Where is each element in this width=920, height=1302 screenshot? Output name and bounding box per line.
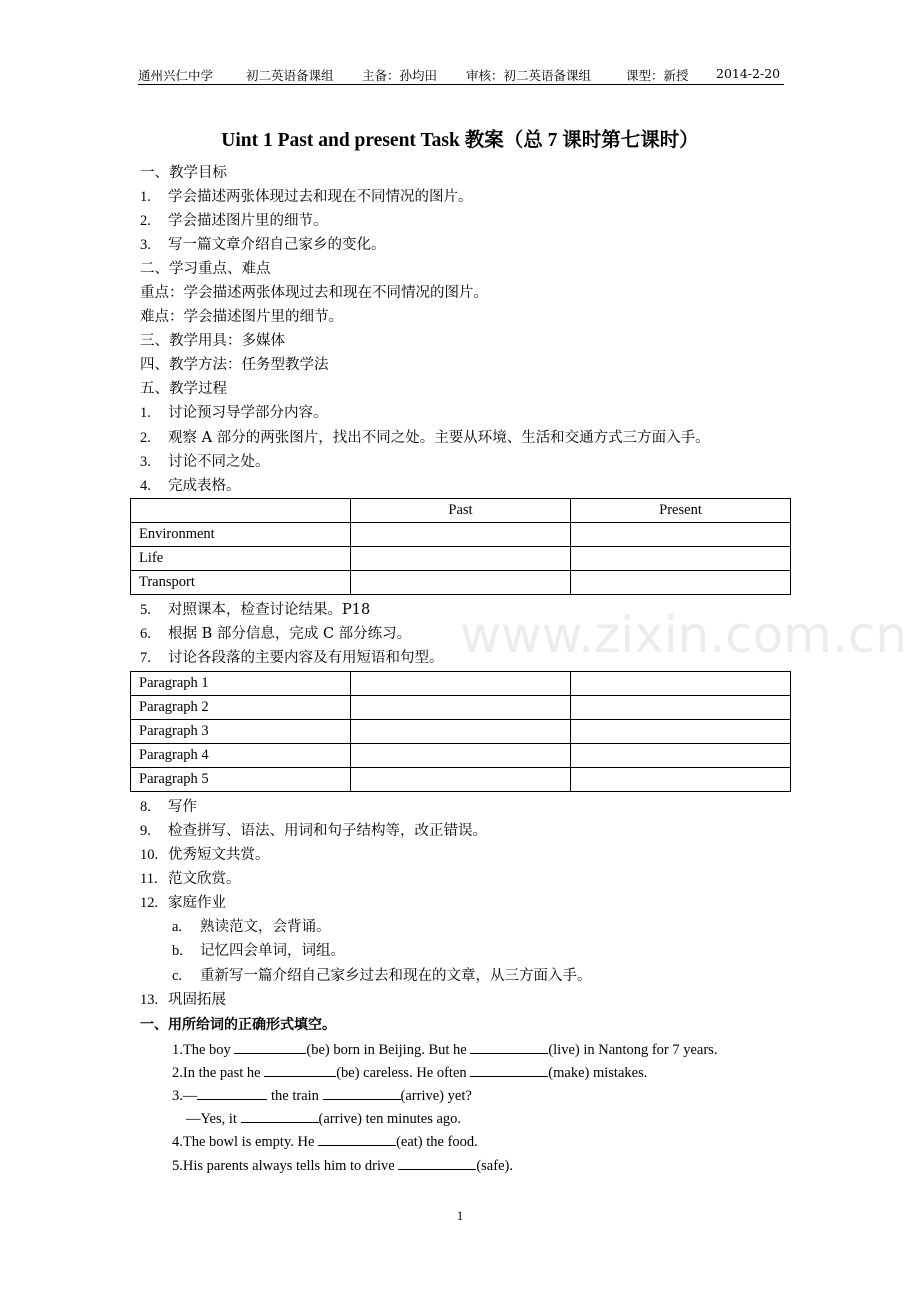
homework-item: a. 熟读范文，会背诵。 — [172, 919, 331, 935]
list-item: 3. 讨论不同之处。 — [140, 454, 270, 470]
answer-blank[interactable] — [241, 1108, 319, 1123]
table-row-label: Paragraph 1 — [131, 672, 351, 696]
document-title: Uint 1 Past and present Task 教案（总 7 课时第七课时） — [221, 130, 699, 151]
table-cell[interactable] — [351, 547, 571, 571]
comparison-table — [130, 498, 791, 595]
header-date: 2014-2-20 — [716, 66, 781, 81]
page-number: 1 — [456, 1208, 464, 1223]
table-cell[interactable] — [571, 571, 791, 595]
table-header-cell — [131, 499, 351, 523]
exercise-question-3-answer: —Yes, it (arrive) ten minutes ago. — [186, 1108, 461, 1129]
keypoint-focus: 重点：学会描述两张体现过去和现在不同情况的图片。 — [140, 285, 488, 301]
table-row-label: Paragraph 2 — [131, 696, 351, 720]
exercise-question-4: 4.The bowl is empty. He (eat) the food. — [172, 1131, 478, 1152]
table-row — [131, 720, 791, 744]
table-row — [131, 523, 791, 547]
section-heading-process: 五、教学过程 — [140, 381, 227, 397]
table-cell[interactable] — [571, 523, 791, 547]
table-cell[interactable] — [571, 768, 791, 792]
table-cell[interactable] — [351, 696, 571, 720]
answer-blank[interactable] — [264, 1062, 336, 1077]
list-item: 5. 对照课本，检查讨论结果。P18 — [140, 602, 371, 618]
list-item: 1. 学会描述两张体现过去和现在不同情况的图片。 — [140, 189, 473, 205]
table-cell[interactable] — [571, 696, 791, 720]
answer-blank[interactable] — [470, 1039, 548, 1054]
answer-blank[interactable] — [323, 1085, 401, 1100]
answer-blank[interactable] — [318, 1131, 396, 1146]
keypoint-difficulty: 难点：学会描述图片里的细节。 — [140, 309, 343, 325]
homework-item: c. 重新写一篇介绍自己家乡过去和现在的文章，从三方面入手。 — [172, 968, 592, 984]
exercise-question-2: 2.In the past he (be) careless. He often (make) mistakes. — [172, 1062, 647, 1083]
table-cell[interactable] — [351, 523, 571, 547]
answer-blank[interactable] — [398, 1155, 476, 1170]
list-item: 4. 完成表格。 — [140, 478, 241, 494]
table-cell[interactable] — [351, 744, 571, 768]
header-group: 初二英语备课组 — [246, 68, 334, 83]
answer-blank[interactable] — [470, 1062, 548, 1077]
exercise-question-3: 3.— the train (arrive) yet? — [172, 1085, 472, 1106]
section-tools: 三、教学用具：多媒体 — [140, 333, 285, 349]
table-row — [131, 768, 791, 792]
watermark: www.zixin.com.cn — [460, 606, 908, 664]
header-reviewer: 审核：初二英语备课组 — [466, 68, 592, 83]
table-cell[interactable] — [351, 672, 571, 696]
list-item: 12. 家庭作业 — [140, 895, 226, 911]
table-cell[interactable] — [351, 720, 571, 744]
table-row-label: Paragraph 5 — [131, 768, 351, 792]
table-cell[interactable] — [571, 547, 791, 571]
list-item: 6. 根据 B 部分信息，完成 C 部分练习。 — [140, 626, 412, 642]
table-cell[interactable] — [571, 744, 791, 768]
table-cell[interactable] — [351, 571, 571, 595]
table-header-row — [131, 499, 791, 523]
header-school: 通州兴仁中学 — [138, 68, 214, 83]
exercise-question-5: 5.His parents always tells him to drive (safe). — [172, 1155, 513, 1176]
table-row — [131, 696, 791, 720]
exercise-question-1: 1.The boy (be) born in Beijing. But he (live) in Nantong for 7 years. — [172, 1039, 717, 1060]
table-row-label: Transport — [131, 571, 351, 595]
list-item: 1. 讨论预习导学部分内容。 — [140, 405, 328, 421]
list-item: 11. 范文欣赏。 — [140, 871, 241, 887]
list-item: 7. 讨论各段落的主要内容及有用短语和句型。 — [140, 650, 444, 666]
header-lesson-type: 课型：新授 — [626, 68, 689, 83]
table-row-label: Paragraph 4 — [131, 744, 351, 768]
list-item: 3. 写一篇文章介绍自己家乡的变化。 — [140, 237, 386, 253]
answer-blank[interactable] — [197, 1085, 267, 1100]
list-item: 2. 观察 A 部分的两张图片，找出不同之处。主要从环境、生活和交通方式三方面入手。 — [140, 430, 710, 446]
list-item: 2. 学会描述图片里的细节。 — [140, 213, 328, 229]
table-row-label: Paragraph 3 — [131, 720, 351, 744]
list-item: 13. 巩固拓展 — [140, 992, 226, 1008]
section-heading-keypoints: 二、学习重点、难点 — [140, 261, 271, 277]
section-method: 四、教学方法：任务型教学法 — [140, 357, 329, 373]
page-header — [138, 64, 784, 85]
table-row — [131, 672, 791, 696]
table-row — [131, 547, 791, 571]
list-item: 8. 写作 — [140, 799, 197, 815]
table-row — [131, 744, 791, 768]
section-heading-goals: 一、教学目标 — [140, 165, 227, 181]
table-cell[interactable] — [571, 672, 791, 696]
header-author: 主备：孙均田 — [362, 68, 438, 83]
paragraph-table — [130, 671, 791, 792]
table-header-cell: Past — [351, 499, 571, 523]
table-cell[interactable] — [571, 720, 791, 744]
table-cell[interactable] — [351, 768, 571, 792]
answer-blank[interactable] — [234, 1039, 306, 1054]
list-item: 9. 检查拼写、语法、用词和句子结构等，改正错误。 — [140, 823, 487, 839]
table-header-cell: Present — [571, 499, 791, 523]
list-item: 10. 优秀短文共赏。 — [140, 847, 270, 863]
table-row-label: Life — [131, 547, 351, 571]
table-row — [131, 571, 791, 595]
homework-item: b. 记忆四会单词，词组。 — [172, 943, 345, 959]
exercise-heading: 一、用所给词的正确形式填空。 — [140, 1017, 336, 1033]
table-row-label: Environment — [131, 523, 351, 547]
